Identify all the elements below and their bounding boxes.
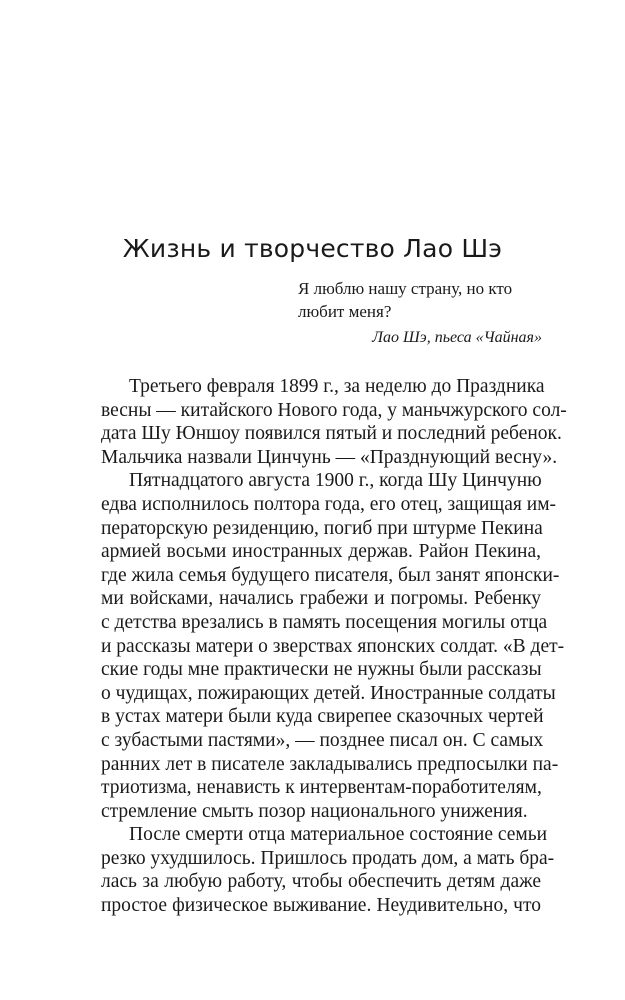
text-line: и рассказы матери о зверствах японских солдат. «В дет-: [101, 635, 565, 657]
chapter-title: Жизнь и творчество Лао Шэ: [122, 234, 503, 263]
text-line: ские годы мне практически не нужны были рассказы: [101, 659, 542, 681]
text-line: армией восьми иностранных держав. Район Пекина,: [101, 541, 541, 563]
text-line: ранних лет в писателе закладывались предпосылки па-: [101, 753, 559, 775]
text-line: с зубастыми пастями», — позднее писал он. С самых: [101, 729, 544, 751]
text-line: Третьего февраля 1899 г., за неделю до Праздника: [129, 376, 545, 397]
text-line: стремление смыть позор национального унижения.: [101, 800, 528, 822]
paragraph-3: [73, 823, 555, 917]
epigraph-attribution: Лао Шэ, пьеса «Чайная»: [372, 329, 542, 346]
text-line: весны — китайского Нового года, у маньчжурского сол-: [101, 399, 567, 421]
text-line: в устах матери были куда свирепее сказочных чертей: [101, 706, 544, 728]
text-line: ми войсками, начались грабежи и погромы. Ребенку: [101, 588, 541, 610]
text-line: лась за любую работу, чтобы обеспечить детям даже: [101, 871, 541, 893]
text-line: с детства врезались в память посещения могилы отца: [101, 611, 548, 633]
text-line: Пятнадцатого августа 1900 г., когда Шу Цинчуню: [129, 470, 542, 492]
text-line: где жила семья будущего писателя, был занят японски-: [101, 564, 560, 586]
text-line: едва исполнилось полтора года, его отец, защищая им-: [101, 493, 557, 515]
epigraph: [298, 277, 543, 323]
text-line: Мальчика назвали Цинчунь — «Празднующий весну».: [101, 446, 558, 468]
text-line: резко ухудшилось. Пришлось продать дом, а мать бра-: [101, 847, 555, 869]
paragraph-2: [73, 469, 565, 823]
text-line: о чудищах, пожирающих детей. Иностранные солдаты: [101, 682, 556, 704]
text-line: дата Шу Юншоу появился пятый и последний ребенок.: [101, 423, 562, 445]
chapter-body: [73, 375, 567, 918]
text-line: После смерти отца материальное состояние семьи: [129, 824, 548, 846]
paragraph-1: [73, 375, 567, 469]
epigraph-line: Я люблю нашу страну, но кто: [298, 279, 513, 298]
text-line: простое физическое выживание. Неудивительно, что: [101, 895, 541, 917]
epigraph-line: любит меня?: [298, 302, 392, 321]
text-line: ператорскую резиденцию, погиб при штурме Пекина: [101, 517, 543, 539]
text-line: триотизма, ненависть к интервентам-поработителям,: [101, 777, 542, 799]
